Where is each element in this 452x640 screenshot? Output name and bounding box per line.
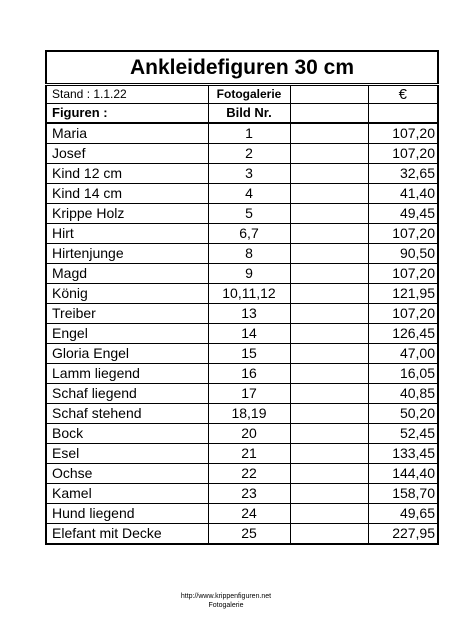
empty-cell [290, 484, 368, 504]
empty-cell [290, 284, 368, 304]
price: 107,20 [368, 224, 438, 244]
price: 52,45 [368, 424, 438, 444]
price: 32,65 [368, 164, 438, 184]
empty-cell [290, 264, 368, 284]
picture-number: 4 [208, 184, 290, 204]
picture-number: 3 [208, 164, 290, 184]
table-row [46, 123, 438, 144]
table-row [46, 484, 438, 504]
picture-number: 2 [208, 144, 290, 164]
picture-number: 18,19 [208, 404, 290, 424]
empty-cell [290, 344, 368, 364]
picture-number: 20 [208, 424, 290, 444]
price: 90,50 [368, 244, 438, 264]
picture-number: 5 [208, 204, 290, 224]
table-row [46, 524, 438, 545]
figure-name: Schaf stehend [46, 404, 208, 424]
empty-cell [290, 444, 368, 464]
table-row [46, 264, 438, 284]
picture-number: 9 [208, 264, 290, 284]
picture-number: 25 [208, 524, 290, 545]
price: 47,00 [368, 344, 438, 364]
figure-name: Ochse [46, 464, 208, 484]
picture-number: 16 [208, 364, 290, 384]
picture-number: 8 [208, 244, 290, 264]
price: 49,65 [368, 504, 438, 524]
price: 107,20 [368, 264, 438, 284]
empty-cell [290, 384, 368, 404]
picture-number: 24 [208, 504, 290, 524]
figure-name: Lamm liegend [46, 364, 208, 384]
price: 107,20 [368, 144, 438, 164]
price-table [45, 50, 439, 545]
column-header-row [46, 104, 438, 124]
empty-cell [290, 184, 368, 204]
figure-name: Magd [46, 264, 208, 284]
price-sheet [45, 50, 437, 545]
picture-number: 22 [208, 464, 290, 484]
figure-name: Bock [46, 424, 208, 444]
table-row [46, 224, 438, 244]
picture-number: 17 [208, 384, 290, 404]
picture-number: 13 [208, 304, 290, 324]
table-row [46, 424, 438, 444]
table-row [46, 244, 438, 264]
figure-name: Gloria Engel [46, 344, 208, 364]
empty-cell [290, 244, 368, 264]
price: 107,20 [368, 304, 438, 324]
table-row [46, 464, 438, 484]
empty-cell [290, 164, 368, 184]
footer-label: Fotogalerie [208, 602, 244, 609]
title-row [46, 51, 438, 85]
figure-name: Hund liegend [46, 504, 208, 524]
bild-nr-header: Bild Nr. [208, 104, 290, 124]
table-row [46, 344, 438, 364]
figure-name: Esel [46, 444, 208, 464]
table-row [46, 324, 438, 344]
table-row [46, 444, 438, 464]
empty-cell [290, 304, 368, 324]
figure-name: Hirt [46, 224, 208, 244]
picture-number: 1 [208, 123, 290, 144]
picture-number: 15 [208, 344, 290, 364]
picture-number: 23 [208, 484, 290, 504]
euro-header: € [368, 85, 438, 104]
figure-name: Treiber [46, 304, 208, 324]
empty-cell [290, 424, 368, 444]
empty-header-cell [290, 85, 368, 104]
figure-name: Kamel [46, 484, 208, 504]
stand-date: Stand : 1.1.22 [46, 85, 208, 104]
price: 107,20 [368, 123, 438, 144]
figure-name: Maria [46, 123, 208, 144]
figure-name: Hirtenjunge [46, 244, 208, 264]
empty-cell [290, 324, 368, 344]
figure-name: Kind 12 cm [46, 164, 208, 184]
empty-cell [290, 524, 368, 545]
empty-cell [290, 464, 368, 484]
table-row [46, 304, 438, 324]
empty-cell [290, 144, 368, 164]
price: 133,45 [368, 444, 438, 464]
picture-number: 6,7 [208, 224, 290, 244]
empty-cell [290, 504, 368, 524]
table-row [46, 504, 438, 524]
page-title: Ankleidefiguren 30 cm [46, 51, 438, 85]
figure-name: Engel [46, 324, 208, 344]
empty-cell [290, 364, 368, 384]
figure-name: Elefant mit Decke [46, 524, 208, 545]
header-row [46, 85, 438, 104]
price: 40,85 [368, 384, 438, 404]
figure-name: Schaf liegend [46, 384, 208, 404]
price: 227,95 [368, 524, 438, 545]
table-row [46, 164, 438, 184]
price: 144,40 [368, 464, 438, 484]
table-row [46, 384, 438, 404]
price: 121,95 [368, 284, 438, 304]
price: 50,20 [368, 404, 438, 424]
table-row [46, 204, 438, 224]
empty-header-cell [290, 104, 368, 124]
price: 49,45 [368, 204, 438, 224]
figure-name: König [46, 284, 208, 304]
table-row [46, 404, 438, 424]
price: 126,45 [368, 324, 438, 344]
price: 158,70 [368, 484, 438, 504]
empty-header-cell [368, 104, 438, 124]
footer-url: http://www.krippenfiguren.net [180, 593, 272, 600]
picture-number: 10,11,12 [208, 284, 290, 304]
figure-name: Kind 14 cm [46, 184, 208, 204]
picture-number: 21 [208, 444, 290, 464]
empty-cell [290, 204, 368, 224]
table-row [46, 364, 438, 384]
price: 16,05 [368, 364, 438, 384]
table-row [46, 184, 438, 204]
table-row [46, 284, 438, 304]
empty-cell [290, 224, 368, 244]
empty-cell [290, 404, 368, 424]
price: 41,40 [368, 184, 438, 204]
figure-name: Josef [46, 144, 208, 164]
figuren-header: Figuren : [46, 104, 208, 124]
picture-number: 14 [208, 324, 290, 344]
table-row [46, 144, 438, 164]
footer [0, 592, 452, 610]
figure-name: Krippe Holz [46, 204, 208, 224]
fotogalerie-header: Fotogalerie [208, 85, 290, 104]
empty-cell [290, 123, 368, 144]
